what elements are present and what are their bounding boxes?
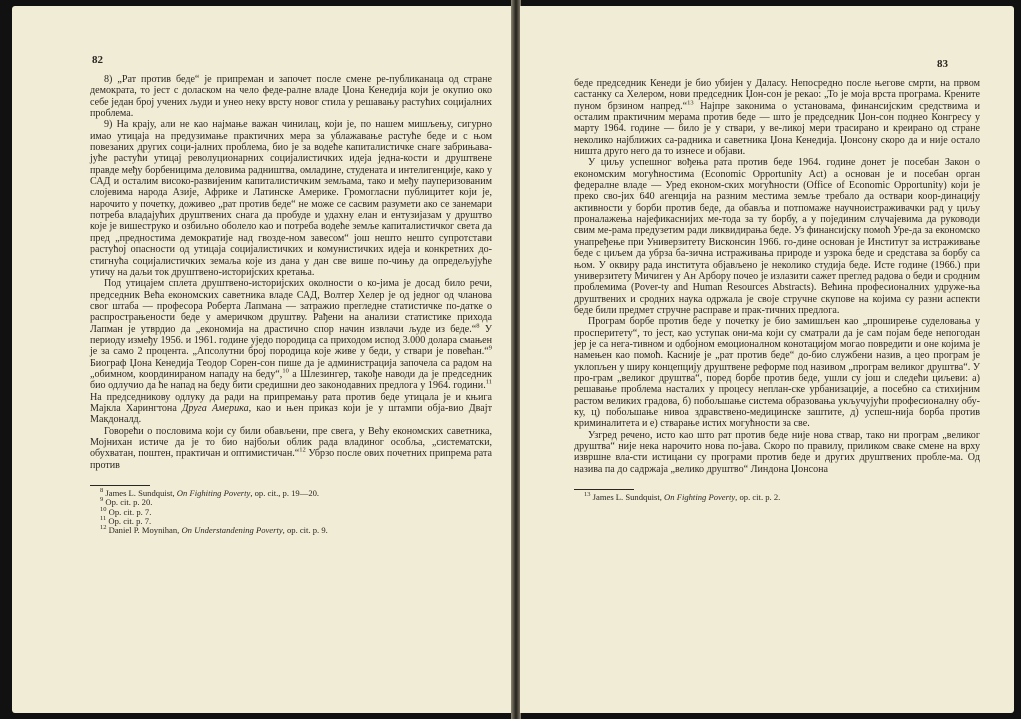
paragraph-text: Биограф Џона Кенедија Теодор Сорен-сон пише да је администрација започела са радом на „обимном, координираном нападу на беду“, xyxy=(90,357,492,380)
footnote-number: 10 xyxy=(100,505,107,513)
paragraph-incidentally: Узгред речено, исто као што рат против беде није нова ствар, тако ни програм „великог друштва“ није нека нарочито нова по-јава. Скоро по правилу, приликом сваке смене на врху извршне вла-сти истицани су програми против беде и других друштвених пробле-ма. Од назива па до садржаја „велико друштво“ Линдона Џонсона xyxy=(574,429,980,475)
footnote-text: , op. cit. p. 9. xyxy=(282,525,328,536)
footnote-number: 11 xyxy=(100,515,107,523)
footnote-text: Daniel P. Moynihan, xyxy=(108,525,182,536)
footnote-ref: 13 xyxy=(687,99,694,107)
footnote-text: Op. cit. p. 7. xyxy=(108,506,152,517)
paragraph-text: Убрзо после ових почетних припрема рата против xyxy=(90,448,492,471)
footnote-title: On Fighiting Poverty xyxy=(176,488,251,499)
footnote-rule xyxy=(574,489,634,490)
footnote-text: James L. Sundquist, xyxy=(105,488,177,499)
left-page-body xyxy=(90,74,492,471)
footnote-ref: 10 xyxy=(282,367,289,375)
footnote-text: Op. cit. p. 7. xyxy=(108,515,152,526)
paragraph-text: , као и њен приказ који је у штампи обја-вио Двајт Макдоналд. xyxy=(90,402,492,426)
right-page-body xyxy=(574,78,980,475)
paragraph-text: У периоду између 1956. и 1961. године уједо породица са приходом испод 3.000 долара смањен је за само 2 процента. „Апсолутни број породица које живе у беди, у ствари је повећан.“ xyxy=(90,323,492,358)
footnote-title: On Fighting Poverty xyxy=(664,492,736,503)
footnote-number: 8 xyxy=(100,487,104,495)
paragraph-heller xyxy=(90,278,492,425)
paragraph-8: 8) „Рат против беде“ је припреман и започет после смене ре-публиканаца од стране демократа, то јест с доласком на чело феде-ралне владе Џона Кенедија који је окупио око себе један број учених људи и унео неку врсту новог стила у решавању растућих социјалних проблема. xyxy=(90,74,492,120)
footnote-ref: 11 xyxy=(485,378,492,386)
right-page xyxy=(520,6,1014,713)
paragraph-great-society: Програм борбе против беде у почетку је био замишљен као „проширење суделовања у просперитету“, то јест, као уступак они-ма који су сматрали да је сам појам беде непогодан јер је са нега-тивном и одбојном емоционалном конотацијом могао повредити и оне којима је намењен као помоћ. Касније је „рат против беде“ до-био службени назив, а цео програм је уклопљен у ширу концепцију друштвене реформе под називом „програм великог друштва“. У про-грам „великог друштва“, поред борбе против беде, ушли су још и следећи циљеви: а) решавање проблема насталих у процесу неплан-ске урбанизације, а посебно са стихијним растом великих градова, б) побољшање система образовања укључујући професионалну обу-ку, ц) побољшање нивоа здравствено-медицинске заштите, д) успеш-нија борба против криминалитета и е) стварање истих могућности за све. xyxy=(574,316,980,430)
left-page xyxy=(12,6,512,713)
footnote-text: , op. cit., p. 19—20. xyxy=(250,488,320,499)
footnote-number: 9 xyxy=(100,496,104,504)
paragraph-continued xyxy=(574,78,980,157)
book-title: Друга Америка xyxy=(181,402,249,414)
footnote-number: 13 xyxy=(584,491,591,499)
footnote-ref: 12 xyxy=(299,446,306,454)
paragraph-moynihan xyxy=(90,426,492,471)
footnote-text: Op. cit. p. 20. xyxy=(105,497,153,508)
paragraph-text: а Шлезингер, такође наводи да је председник био одлучио да ће напад на беду бити средишни део законодавних предлога у 1964. години. xyxy=(90,368,493,392)
footnote-text: James L. Sundquist, xyxy=(592,492,665,503)
footnote xyxy=(90,526,492,535)
footnote-ref: 9 xyxy=(488,344,492,352)
footnotes-left xyxy=(90,489,492,535)
footnote-number: 12 xyxy=(100,524,107,532)
footnotes-right xyxy=(574,493,980,502)
paragraph-9: 9) На крају, али не као најмање важан чинилац, који је, по нашем мишљењу, сигурно имао утицаја на предузимање практичних мера за ублажавање растуће беде и с њом повезаних других соци-јалних проблема, био је за водеће капиталистичке снаге забрињава-јуће растући утицај револуционарних социјалистичких идеја једна-кости и друштвене правде међу борбеницима деловима радништва, омладине, студената и интелигенције, како у САД и осталим високо-развијеним капиталистичким земљама, тако и међу пауперизованим слојевима народа Азије, Африке и Латинске Америке. Громогласни публицитет који је, нарочито у почетку, доживео „рат против беде“ не може се сасвим разумети ако се занемари потреба владајућих друштвених снага да пробуде и удахну елан и ентузијазам у друштво које је вишеструко и озбиљно оболело као и потреба водеће земље капиталистичког света да пред „предностима демократије над гвозде-ном завесом“ још нешто нешто супротстави растућој опасности од утицаја социјалистичких и комунистичких идеја и конкретних до-стигнућа социјалистичких земаља које из дана у дан све више по-чињу да опредељујуће утичу на даљи ток друштвено-историјских кретања. xyxy=(90,119,492,278)
footnote-ref: 8 xyxy=(476,322,480,330)
paragraph-economic-opportunity: У циљу успешног вођења рата против беде 1964. године донет је посебан Закон о економским могућностима (Economic Opportunity Act) а основан је и посебан орган федералне владе — Уред економ-ских могућности (Office of Economic Opportunity) који је преко сво-јих 640 агенција на разним местима земље требало да оствари коор-динацију активности у борби против беде, да обавља и потпомаже научноистраживачки рад у циљу проналажења најефикаснијих ме-тода за ту борбу, а у појединим случајевима да руководи свим ме-рама предузетим ради ликвидирања беде. Уз финансијску помоћ Уре-да за економско унапређење при Универзитету Висконсин 1966. го-дине основан је Институт за истраживање беде с циљем да убрза ба-зична истраживања природе и узрока беде и средстава за борбу са њом. У оквиру рада института објављено је неколико студија беде. Исте године (1966.) при универзитету Мичиген у Ан Арбору почео је излазити сажет преглед радова о беди и сродним проблемима (Pover-ty and Human Resources Abstracts). Већина професионалних удруже-ња друштвених и сродних наука одржала је своје стручне скупове на којима су разни аспекти беде били предмет стручне расправе и прак-тичних предлога. xyxy=(574,157,980,316)
page-number-right: 83 xyxy=(937,58,948,70)
page-number-left: 82 xyxy=(92,54,103,66)
footnote-title: On Understandening Poverty xyxy=(181,525,283,536)
paragraph-text: беде председник Кенеди је био убијен у Даласу. Непосредно после његове смрти, на првом састанку са Хелером, нови председник Џон-сон је рекао: „То је моја врста програма. Крените пуном брзином напред.“ xyxy=(574,78,980,112)
paragraph-text: Под утицајем сплета друштвено-историјских околности о ко-јима је досад било речи, председник Већа економских саветника владе САД, Волтер Хелер је од једног од чланова свог штаба — професора Роберта Лапмана — затражио прегледне статистичке по-датке о распрострањености беде у америчком друштву. Рађени на анализи статистике прихода Лапман је утврдио да „економија на драстично спор начин извлачи људе из беде.“ xyxy=(90,278,492,335)
paragraph-text: Говорећи о пословима који су били обављени, пре свега, у Већу економских саветника, Мојнихан истиче да је то био најбољи облик рада владиног особља, „систематски, обухватан, поштен, практичан и оптимистичан.“ xyxy=(90,425,492,460)
footnote xyxy=(574,493,980,502)
paragraph-text: На председникову одлуку да ради на припремању рата против беде утицала је и књига Мајкла Харингтона xyxy=(90,391,492,414)
footnote-text: , op. cit. p. 2. xyxy=(735,492,781,503)
paragraph-text: Најпре законима о установама, финансијским средствима и осталим практичним мерама против беде — што је председник Џон-сон поднео Конгресу у марту 1964. године — било је у ствари, у ве-ликој мери трасирано и креирано од стране неколико најближих са-радника и саветника Џона Кенедија. Џонсону скоро да и није остало ништа друго него да то изнесе и објави. xyxy=(574,100,980,158)
footnote-rule xyxy=(90,485,150,486)
